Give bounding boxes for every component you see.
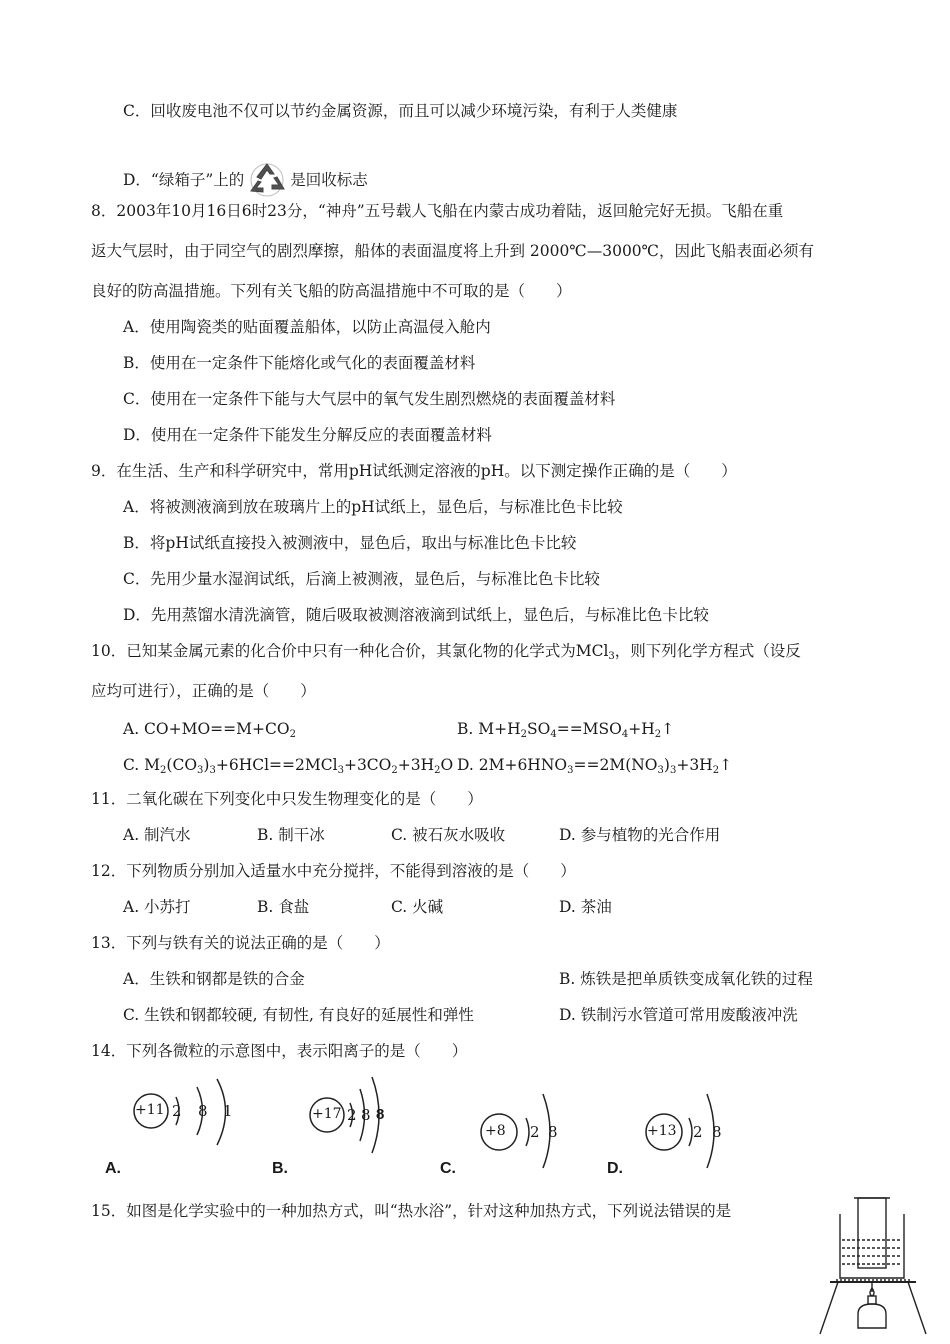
atom-b-shell1: 2	[347, 1106, 357, 1124]
q10-option-b-sub1: 2	[520, 729, 527, 740]
q10-option-d-part4: +3H	[676, 756, 713, 774]
q9-option-c: C．先用少量水湿润试纸，后滴上被测液，显色后，与标准比色卡比较	[123, 570, 600, 588]
q10-option-d-part3: )	[663, 756, 670, 774]
atom-d-nucleus: +13	[647, 1123, 677, 1139]
q15-stem: 15．如图是化学实验中的一种加热方式，叫“热水浴”，针对这种加热方式，下列说法错误的是	[91, 1202, 732, 1220]
q12-stem: 12．下列物质分别加入适量水中充分搅拌，不能得到溶液的是（ ）	[91, 862, 576, 880]
atom-b-shell3: 8	[376, 1106, 385, 1123]
q9-option-b: B．将pH试纸直接投入被测液中，显色后，取出与标准比色卡比较	[123, 534, 577, 552]
atom-b-label: B.	[272, 1160, 288, 1177]
atom-a-shell1: 2	[172, 1102, 182, 1120]
q13-option-b: B. 炼铁是把单质铁变成氧化铁的过程	[559, 970, 813, 988]
q8-option-c: C．使用在一定条件下能与大气层中的氧气发生剧烈燃烧的表面覆盖材料	[123, 390, 616, 408]
q7-option-c: C．回收废电池不仅可以节约金属资源，而且可以减少环境污染，有利于人类健康	[123, 102, 678, 120]
q10-option-b-part1: B. M+H	[457, 720, 521, 738]
atom-d-shell1: 2	[693, 1123, 703, 1141]
q10-option-a-text: A. CO+MO==M+CO	[123, 720, 290, 738]
q7-option-d-text-pre: D．“绿箱子”上的	[123, 171, 245, 189]
water-bath-apparatus-figure	[808, 1196, 938, 1336]
q9-option-a: A．将被测液滴到放在玻璃片上的pH试纸上，显色后，与标准比色卡比较	[123, 498, 623, 516]
q10-option-b	[457, 719, 674, 739]
q9-stem: 9．在生活、生产和科学研究中，常用pH试纸测定溶液的pH。以下测定操作正确的是（ ）	[91, 462, 737, 480]
q10-option-b-sub3: 4	[621, 729, 629, 740]
q10-option-b-part3: ==MSO	[556, 720, 622, 738]
q10-option-d-part1: D. 2M+6HNO	[457, 756, 568, 774]
atom-c-label: C.	[440, 1160, 456, 1177]
q10-option-c-part6: +3H	[397, 756, 435, 774]
atom-a-label: A.	[105, 1160, 121, 1177]
q10-option-b-part2: SO	[527, 720, 551, 738]
q13-option-d: D. 铁制污水管道可常用废酸液冲洗	[559, 1006, 798, 1024]
q8-stem-line3: 良好的防高温措施。下列有关飞船的防高温措施中不可取的是（ ）	[91, 282, 572, 300]
q10-option-c-sub6: 2	[434, 765, 441, 776]
q10-option-d-sub4: 2	[712, 765, 720, 776]
q10-option-c-sub4: 3	[337, 765, 344, 776]
q11-option-b: B. 制干冰	[257, 826, 325, 844]
q10-option-c-part4: +6HCl==2MCl	[215, 756, 338, 774]
q10-option-d-arrow: ↑	[719, 756, 733, 774]
q10-stem-line2: 应均可进行），正确的是（ ）	[91, 682, 316, 700]
q11-option-a: A. 制汽水	[123, 826, 191, 844]
q10-option-c-sub5: 2	[391, 765, 398, 776]
q10-option-d	[457, 755, 732, 775]
atom-d-shell2: 8	[712, 1123, 722, 1141]
q10-option-c-part2: (CO	[166, 756, 198, 774]
atom-b-nucleus: +17	[312, 1106, 342, 1122]
q13-stem: 13．下列与铁有关的说法正确的是（ ）	[91, 934, 390, 952]
q10-stem-text-pre: 10．已知某金属元素的化合价中只有一种化合价，其氯化物的化学式为MCl	[91, 642, 609, 660]
q10-option-b-part4: +H	[628, 720, 655, 738]
q11-stem: 11．二氧化碳在下列变化中只发生物理变化的是（ ）	[91, 790, 483, 808]
q10-option-b-sub2: 4	[550, 729, 557, 740]
q8-option-b: B．使用在一定条件下能熔化或气化的表面覆盖材料	[123, 354, 476, 372]
q10-option-d-part2: ==2M(NO	[573, 756, 658, 774]
q7-option-d-text-post: 是回收标志	[290, 171, 368, 189]
atom-a-nucleus: +11	[135, 1102, 165, 1118]
q10-option-d-sub1: 3	[567, 765, 574, 776]
q13-option-a: A．生铁和钢都是铁的合金	[123, 970, 305, 988]
q12-option-a: A. 小苏打	[123, 898, 191, 916]
recycle-icon	[244, 161, 290, 197]
atom-diagram-c	[440, 1090, 590, 1177]
q10-option-c-part3: )	[203, 756, 210, 774]
q12-option-c: C. 火碱	[391, 898, 444, 916]
atom-diagram-d	[607, 1090, 757, 1177]
q10-stem-line1	[91, 641, 801, 661]
q10-option-c-sub2: 3	[197, 765, 204, 776]
q11-option-d: D. 参与植物的光合作用	[559, 826, 721, 844]
q10-option-c-part5: +3CO	[343, 756, 392, 774]
atom-c-shell2: 8	[548, 1123, 558, 1141]
atom-a-shell2: 8	[198, 1102, 208, 1120]
atom-d-label: D.	[607, 1160, 623, 1177]
q10-option-c-sub1: 2	[160, 765, 167, 776]
q10-option-b-arrow: ↑	[661, 720, 675, 738]
q7-option-d	[123, 161, 368, 197]
q10-option-c	[123, 755, 453, 775]
atom-a-shell3: 1	[223, 1102, 233, 1120]
q12-option-d: D. 茶油	[559, 898, 612, 916]
q10-option-a-sub1: 2	[289, 729, 296, 740]
q10-stem-subscript: 3	[608, 651, 615, 662]
q10-option-d-sub2: 3	[657, 765, 664, 776]
q10-option-c-part7: O	[440, 756, 454, 774]
q12-option-b: B. 食盐	[257, 898, 310, 916]
q10-stem-text-post: ，则下列化学方程式（设反	[614, 642, 801, 660]
q13-option-c: C. 生铁和钢都较硬, 有韧性, 有良好的延展性和弹性	[123, 1006, 474, 1024]
q10-option-d-sub3: 3	[669, 765, 677, 776]
q8-option-a: A．使用陶瓷类的贴面覆盖船体，以防止高温侵入舱内	[123, 318, 491, 336]
q8-stem-line2: 返大气层时，由于同空气的剧烈摩擦，船体的表面温度将上升到 2000℃—3000℃，因此飞船表面必须有	[91, 242, 815, 260]
q10-option-a	[123, 719, 296, 739]
q10-option-c-sub3: 3	[209, 765, 216, 776]
q8-option-d: D．使用在一定条件下能发生分解反应的表面覆盖材料	[123, 426, 492, 444]
q14-stem: 14．下列各微粒的示意图中，表示阳离子的是（ ）	[91, 1042, 468, 1060]
atom-diagram-a	[102, 1075, 252, 1177]
atom-c-nucleus: +8	[485, 1123, 506, 1139]
q9-option-d: D．先用蒸馏水清洗滴管，随后吸取被测溶液滴到试纸上，显色后，与标准比色卡比较	[123, 606, 709, 624]
atom-b-shell2: 8	[361, 1106, 371, 1124]
atom-diagram-b	[272, 1075, 422, 1177]
q10-option-b-sub4: 2	[654, 729, 662, 740]
q10-option-c-part1: C. M	[123, 756, 161, 774]
atom-c-shell1: 2	[530, 1123, 540, 1141]
q11-option-c: C. 被石灰水吸收	[391, 826, 506, 844]
q8-stem-line1: 8．2003年10月16日6时23分，“神舟”五号载人飞船在内蒙古成功着陆，返回舱完好无损。飞船在重	[91, 202, 784, 220]
